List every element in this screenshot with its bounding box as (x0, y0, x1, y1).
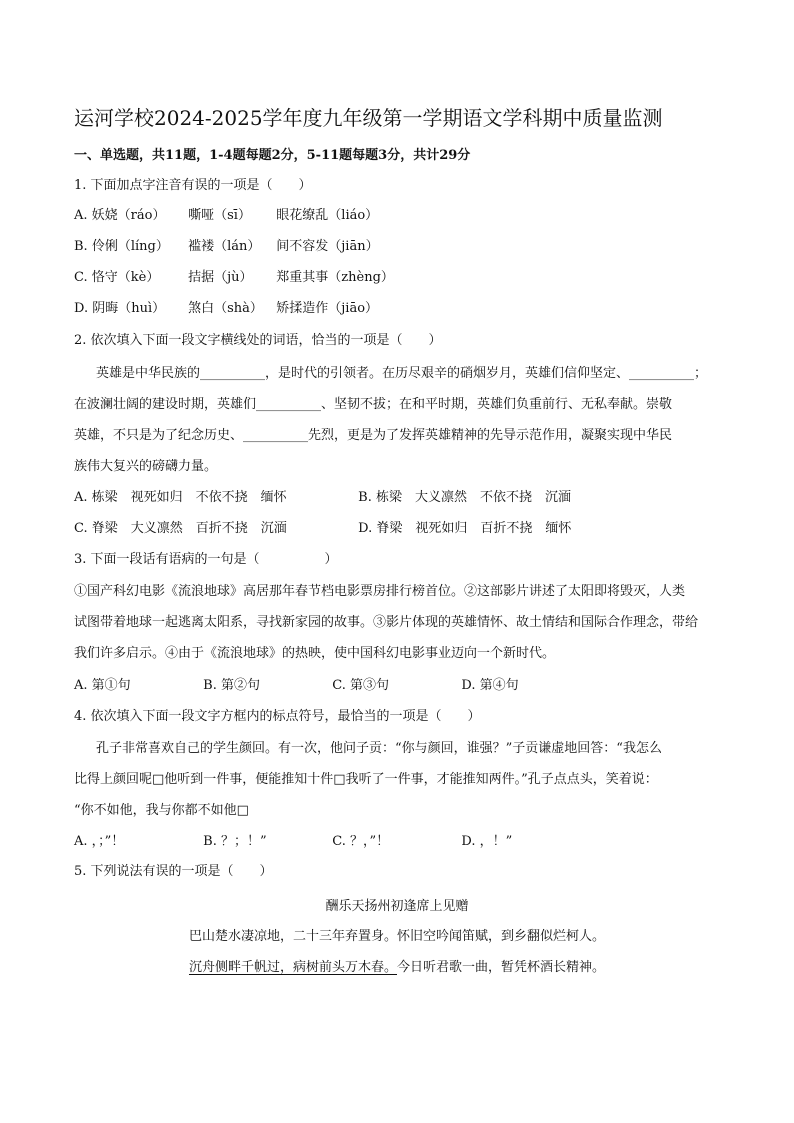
question-2-option-d: D. 脊梁 视死如归 百折不挠 缅怀 (358, 521, 572, 536)
question-4-passage-line-3: “你不如他，我与你都不如他□ (74, 803, 249, 818)
question-4-passage-line-2: 比得上颜回呢□他听到一件事，便能推知十件□我听了一件事，才能推知两件。”孔子点点头，笑着说： (74, 772, 658, 787)
option-a-word-1: A. 妖娆（ráo） (74, 208, 166, 223)
question-3-passage-line-1: ①国产科幻电影《流浪地球》高居那年春节档电影票房排行榜首位。②这部影片讲述了太阳即将毁灭，人类 (74, 584, 686, 599)
option-b-word-3: 间不容发（jiān） (276, 239, 379, 254)
question-4-option-b: B. ？；！” (203, 834, 267, 849)
poem-line-1: 巴山楚水凄凉地，二十三年弃置身。怀旧空吟闻笛赋，到乡翻似烂柯人。 (188, 929, 605, 944)
question-1-option-d (74, 299, 378, 319)
option-d-word-2: 煞白（shà） (188, 301, 263, 316)
option-c-word-3: 郑重其事（zhèng） (276, 270, 394, 285)
question-4-option-d: D. ，！” (461, 834, 513, 849)
question-4-option-c: C. ？，”！ (332, 834, 390, 849)
question-2-stem: 2. 依次填入下面一段文字横线处的词语，恰当的一项是（ ） (74, 333, 442, 348)
option-a-word-3: 眼花缭乱（liáo） (276, 208, 379, 223)
poem-line-2-underlined: 沉舟侧畔千帆过，病树前头万木春。 (188, 960, 397, 975)
question-4-stem: 4. 依次填入下面一段文字方框内的标点符号，最恰当的一项是（ ） (74, 709, 481, 724)
poem-line-2-rest: 今日听君歌一曲，暂凭杯酒长精神。 (397, 960, 606, 975)
question-2-options-row-2 (74, 519, 571, 539)
option-b-word-2: 褴褛（lán） (188, 239, 261, 254)
option-d-word-3: 矫揉造作（jiāo） (276, 301, 379, 316)
question-4-option-a: A. ，；”！ (74, 834, 125, 849)
question-2-option-a: A. 栋梁 视死如归 不依不挠 缅怀 (74, 490, 287, 505)
question-3-passage-line-2: 试图带着地球一起逃离太阳系，寻找新家园的故事。③影片体现的英雄情怀、故土情结和国际合作理念，带给 (74, 615, 699, 630)
question-3-option-a: A. 第①句 (74, 678, 131, 693)
option-c-word-2: 拮据（jù） (188, 270, 253, 285)
question-2-passage-line-3: 英雄，不只是为了纪念历史、__________先烈，更是为了发挥英雄精神的先导示范作用，凝聚实现中华民 (74, 428, 673, 443)
question-3-passage-line-3: 我们许多启示。④由于《流浪地球》的热映，使中国科幻电影事业迈向一个新时代。 (74, 646, 556, 661)
question-5-stem: 5. 下列说法有误的一项是（ ） (74, 864, 273, 879)
poem-title: 酬乐天扬州初逢席上见赠 (325, 899, 469, 914)
question-2-option-c: C. 脊梁 大义凛然 百折不挠 沉湎 (74, 521, 287, 536)
question-3-option-d: D. 第④句 (461, 678, 519, 693)
option-a-word-2: 嘶哑（sī） (188, 208, 251, 223)
question-1-option-c (74, 268, 394, 288)
question-2-passage-line-4: 族伟大复兴的磅礴力量。 (74, 459, 218, 474)
question-1-option-b (74, 237, 379, 257)
option-c-word-1: C. 恪守（kè） (74, 270, 160, 285)
question-1-stem: 1. 下面加点字注音有误的一项是（ ） (74, 178, 312, 193)
option-d-word-1: D. 阴晦（huì） (74, 301, 166, 316)
option-b-word-1: B. 伶俐（líng） (74, 239, 169, 254)
question-4-passage-line-1: 孔子非常喜欢自己的学生颜回。有一次，他问子贡：“你与颜回，谁强？”子贡谦虚地回答：“我怎么 (96, 741, 662, 756)
section-heading: 一、单选题，共11题，1-4题每题2分，5-11题每题3分，共计29分 (74, 148, 471, 163)
question-2-passage-line-2: 在波澜壮阔的建设时期，英雄们__________、坚韧不拔；在和平时期，英雄们负重前行、无私奉献。崇敬 (74, 397, 673, 412)
question-2-options-row-1 (74, 488, 571, 508)
question-3-options (74, 676, 519, 696)
question-3-stem: 3. 下面一段话有语病的一句是（ ） (74, 552, 338, 567)
question-3-option-b: B. 第②句 (203, 678, 260, 693)
question-4-options (74, 832, 512, 852)
question-2-option-b: B. 栋梁 大义凛然 不依不挠 沉湎 (358, 490, 571, 505)
question-3-option-c: C. 第③句 (332, 678, 390, 693)
page-title: 运河学校2024-2025学年度九年级第一学期语文学科期中质量监测 (74, 106, 663, 130)
question-1-option-a (74, 206, 378, 226)
poem-line-2 (0, 958, 794, 978)
question-2-passage-line-1: 英雄是中华民族的__________，是时代的引领者。在历尽艰辛的硝烟岁月，英雄们信仰坚定、__________； (96, 366, 708, 381)
